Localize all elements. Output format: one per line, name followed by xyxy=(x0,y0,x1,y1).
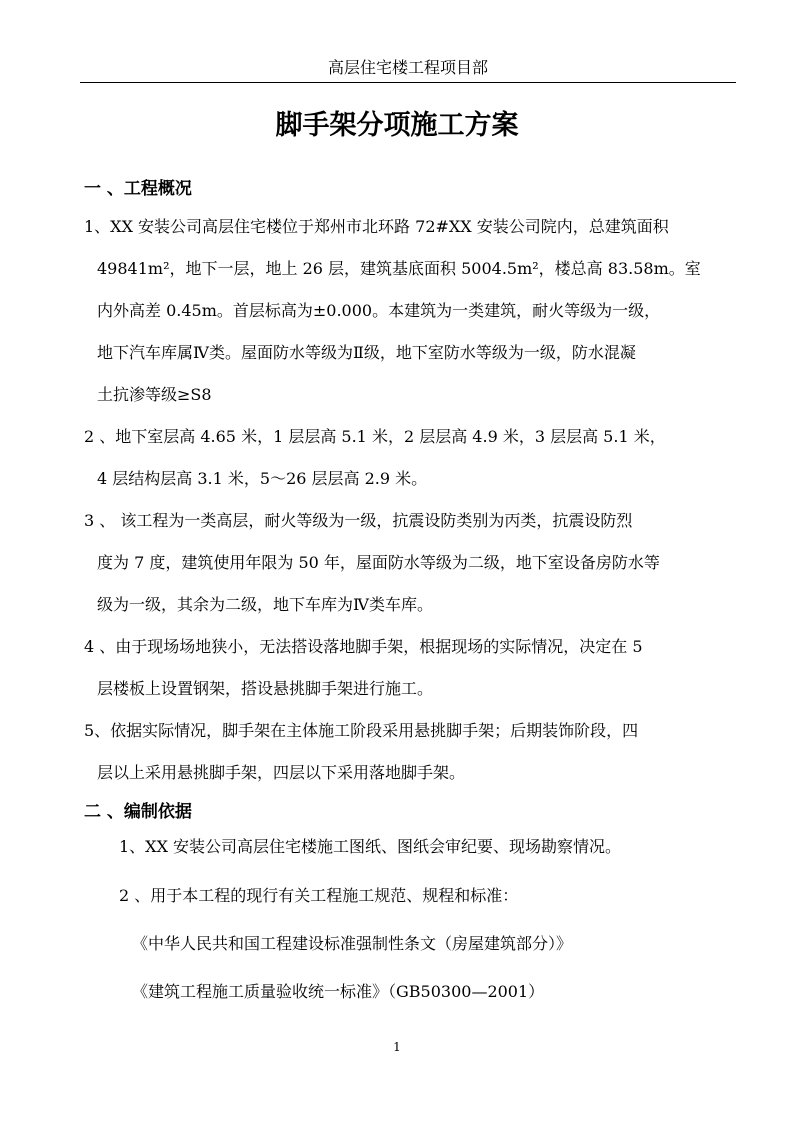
overview-item-5-line-1: 5、依据实际情况，脚手架在主体施工阶段采用悬挑脚手架；后期装饰阶段，四 xyxy=(84,721,639,740)
basis-standard-1: 《中华人民共和国工程建设标准强制性条文（房屋建筑部分）》 xyxy=(132,934,573,953)
overview-item-4-line-2: 层楼板上设置钢架，搭设悬挑脚手架进行施工。 xyxy=(97,679,434,698)
overview-item-3-line-3: 级为一级，其余为二级，地下车库为Ⅳ类车库。 xyxy=(97,595,433,614)
document-title: 脚手架分项施工方案 xyxy=(275,110,519,141)
overview-item-1-line-2: 49841m²，地下一层，地上 26 层，建筑基底面积 5004.5m²，楼总高 83.58m。室 xyxy=(97,259,701,278)
section-heading-overview: 一 、工程概况 xyxy=(84,179,192,199)
overview-item-1-line-5: 土抗渗等级≥S8 xyxy=(97,385,212,404)
page-header: 高层住宅楼工程项目部 xyxy=(327,58,488,77)
header-divider xyxy=(80,82,736,83)
overview-item-5-line-2: 层以上采用悬挑脚手架，四层以下采用落地脚手架。 xyxy=(97,763,466,782)
overview-item-3-line-1: 3 、 该工程为一类高层，耐火等级为一级，抗震设防类别为丙类，抗震设防烈 xyxy=(84,511,633,530)
overview-item-1-line-1: 1、XX 安装公司高层住宅楼位于郑州市北环路 72#XX 安装公司院内，总建筑面积 xyxy=(84,217,669,236)
overview-item-3-line-2: 度为 7 度，建筑使用年限为 50 年，屋面防水等级为二级，地下室设备房防水等 xyxy=(97,553,660,572)
section-heading-basis: 二 、编制依据 xyxy=(84,802,192,822)
page-number: 1 xyxy=(393,1040,401,1054)
overview-item-1-line-3: 内外高差 0.45m。首层标高为±0.000。本建筑为一类建筑，耐火等级为一级， xyxy=(97,301,661,320)
basis-standard-2: 《建筑工程施工质量验收统一标准》（GB50300—2001） xyxy=(132,982,545,1001)
overview-item-2-line-2: 4 层结构层高 3.1 米，5～26 层层高 2.9 米。 xyxy=(97,469,428,488)
overview-item-2-line-1: 2 、地下室层高 4.65 米，1 层层高 5.1 米，2 层层高 4.9 米，3 层层高 5.1 米， xyxy=(84,427,666,446)
basis-item-2: 2 、用于本工程的现行有关工程施工规范、规程和标准： xyxy=(119,886,519,905)
overview-item-1-line-4: 地下汽车库属Ⅳ类。屋面防水等级为Ⅱ级，地下室防水等级为一级，防水混凝 xyxy=(97,343,636,362)
basis-item-1: 1、XX 安装公司高层住宅楼施工图纸、图纸会审纪要、现场勘察情况。 xyxy=(119,837,622,856)
overview-item-4-line-1: 4 、由于现场场地狭小，无法搭设落地脚手架，根据现场的实际情况，决定在 5 xyxy=(84,637,643,656)
